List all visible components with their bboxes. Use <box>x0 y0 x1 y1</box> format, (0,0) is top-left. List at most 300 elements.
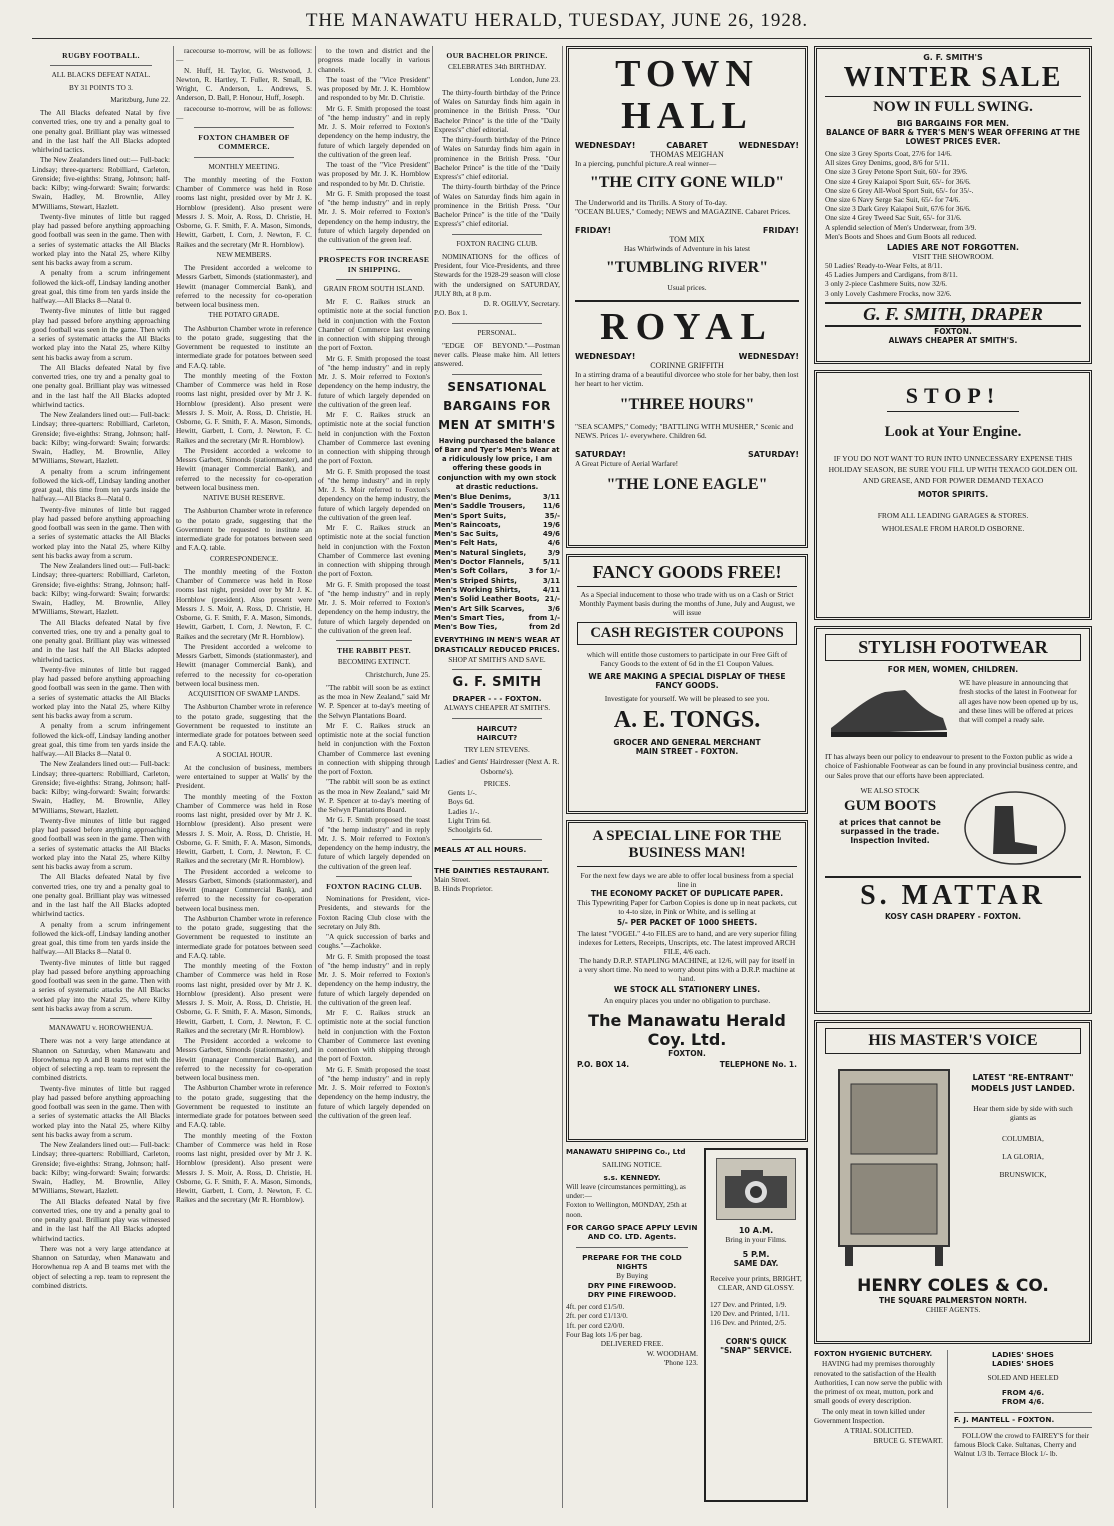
paragraph: There was not a very large attendance at Shannon on Saturday, when Manawatu and Horowhenua rep A and B teams met with the object of selecting a rep. team to represent the combined districts. <box>32 1036 170 1083</box>
film-desc: The Underworld and its Thrills. A Story of To-day. <box>575 198 728 207</box>
item-name: Men's Solid Leather Boots, <box>434 595 540 604</box>
article-subheading: CELEBRATES 34th BIRTHDAY. <box>447 63 546 72</box>
paragraph: Twenty-five minutes of little but ragged play had passed before anything approaching good football was seen in the game. Then with a series of systematic attacks the All Blacks worked play into the Natal 25, where Kilby sent his backs away from a scrum. <box>32 664 170 720</box>
ad-text: MOTOR SPIRITS. <box>917 490 989 499</box>
ad-text: WHOLESALE FROM HAROLD OSBORNE. <box>881 524 1025 533</box>
item-name: Men's Striped Shirts, <box>434 576 517 585</box>
paragraph: The All Blacks defeated Natal by five converted tries, one try and a penalty goal to one penalty goal. Brilliant play was witnessed and in the last half the All Blacks adopted whirlwind tactics. <box>32 108 170 154</box>
texaco-ad <box>814 370 1092 620</box>
paragraph: racecourse to-morrow, will be as follows:— <box>176 46 312 65</box>
item-price: from 2d <box>529 623 560 632</box>
item-price: 3 for 1/- <box>528 567 560 576</box>
cinema-ad <box>566 46 808 548</box>
paragraph: The thirty-fourth birthday of the Prince of Wales on Saturday finds him again in prominence in the British Press. "Our Bachelor Prince" is the title of the "Daily Express's" chief editorial. <box>434 182 560 229</box>
paragraph: to the town and district and the progress made locally in various channels. <box>318 46 430 74</box>
paragraph: A penalty from a scrum infringement followed the kick-off, Lindsay landing another great goal, this time from ten yards inside the halfway.—All Blacks 8—Natal 0. <box>32 466 170 504</box>
price-row <box>434 595 560 604</box>
price-item: 2ft. per cord £1/13/0. <box>566 1311 628 1321</box>
item-name: Men's Working Shirts, <box>434 585 521 594</box>
butchery-ad <box>814 1350 948 1508</box>
ad-text: A TRIAL SOLICITED. <box>843 1426 914 1436</box>
article-subheading: ALL BLACKS DEFEAT NATAL. <box>51 71 151 80</box>
sale-line: One size 6 Navy Serge Sac Suit, 65/- for 74/6. <box>825 195 961 205</box>
camera-icon <box>721 1166 791 1212</box>
ad-text: CHIEF AGENTS. <box>925 1305 981 1314</box>
price-list <box>566 1302 698 1339</box>
film-title: "THE CITY GONE WILD" <box>589 174 785 191</box>
paragraph: The President accorded a welcome to Messrs Garbett, Simonds (stationmaster), and Hewitt (manager Commercial Bank), and referred to the necessity for co-operation between local business men. <box>176 445 312 492</box>
dateline: London, June 23. <box>510 75 560 84</box>
day-label: WEDNESDAY! <box>738 352 799 361</box>
paragraph: The toast of the "Vice President" was proposed by Mr. J. K. Hornblow and responded to by Mr. D. Christie. <box>318 160 430 188</box>
ad-headline: STYLISH FOOTWEAR <box>825 634 1081 661</box>
ad-text: BALANCE OF BARR & TYER'S MEN'S WEAR OFFERING AT THE LOWEST PRICES EVER. <box>826 128 1080 146</box>
sale-line: One size 4 Grey Kaiapoi Sport Suit, 65/- for 36/6. <box>825 176 971 186</box>
paragraph: The President accorded a welcome to Messrs Garbett, Simonds (stationmaster), and Hewitt (manager Commercial Bank), and referred to the necessity for co-operation between local business men. <box>176 866 312 913</box>
ad-text: P.O. BOX 14. <box>577 1060 630 1069</box>
ad-text: Investigate for yourself. We will be pleased to see you. <box>604 694 770 703</box>
article-subheading: BY 31 POINTS TO 3. <box>69 83 133 92</box>
ad-text: HAVING had my premises thoroughly renovated to the satisfaction of the Health Authorities, I can now serve the public with the primest of ox meat, mutton, pork and small goods of every description. <box>814 1359 943 1406</box>
cinema-title: ROYAL <box>600 306 774 348</box>
ad-text: SAME DAY. <box>733 1259 779 1268</box>
dateline: Christchurch, June 25. <box>365 670 430 679</box>
item-price: 5/11 <box>542 558 560 567</box>
ad-text: The only meat in town killed under Government Inspection. <box>814 1406 925 1426</box>
actor-name: CORINNE GRIFFITH <box>650 361 724 370</box>
item-price: 4/6 <box>547 539 560 548</box>
ad-headline: HAIRCUT? <box>476 732 518 742</box>
paragraph: Twenty-five minutes of little but ragged play had passed before anything approaching good football was seen in the game. Then with a series of systematic attacks the All Blacks worked play into the Natal 25, where Kilby sent his backs away from a scrum. <box>32 815 170 871</box>
winter-sale-ad <box>814 46 1092 364</box>
notice-text: NOMINATIONS for the offices of President, four Vice-Presidents, and three Stewards for the 1928-29 season will close with the undersigned on SATURDAY, JULY 8th, at 8 p.m. <box>434 251 560 298</box>
ad-text: SAILING NOTICE. <box>602 1160 662 1170</box>
gramophone-icon <box>825 1060 965 1270</box>
paragraph: The monthly meeting of the Foxton Chamber of Commerce was held in Rose rooms last night, presided over by Mr J. K. Hornblow (president). Also present were Messrs J. S. Moir, A. Ross, D. Christie, H. Osborne, G. F. Smith, F. A. Mason, Simonds, Hewitt, Garbett, I. Corn, J. Newton, F. C. Raikes and the secretary (Mr R. Hornblow). <box>176 566 312 641</box>
column-rule <box>173 46 174 1508</box>
sale-line: 3 only 2-piece Cashmere Suits, now 32/6. <box>825 279 948 289</box>
column-rule <box>432 46 433 1508</box>
column-3 <box>318 46 430 1506</box>
price-row <box>434 530 560 539</box>
paragraph: Mr G. F. Smith proposed the toast of "the hemp industry" and in reply Mr. J. S. Moir referred to Foxton's dependency on the hemp industry, the future of which largely depended on the cultivation of the green leaf. <box>318 353 430 409</box>
actor-name: TOM MIX <box>669 235 705 244</box>
price-row <box>434 521 560 530</box>
ad-text: By Buying <box>616 1271 648 1281</box>
ad-text: The latest "VOGEL" 4-to FILES are to hand, and are very superior filing indexes for Letters, Receipts, Unscripts, etc. The latest improved ARCH FILE, 4/6 each. <box>577 929 797 956</box>
paragraph: The monthly meeting of the Foxton Chamber of Commerce was held in Rose rooms last night, presided over by Mr J. K. Hornblow (president). Also present were Messrs J. S. Moir, A. Ross, D. Christie, H. Osborne, G. F. Smith, F. A. Mason, Simonds, Hewitt, Garbett, I. Corn, J. Newton, F. C. Raikes and the secretary (Mr R. Hornblow). <box>176 791 312 866</box>
paragraph: Mr F. C. Raikes struck an optimistic note at the social function held in conjunction with the Foxton Chamber of Commerce last evening in connection with shipping through the port of Foxton. <box>318 410 430 466</box>
price-list <box>710 1300 802 1327</box>
ad-text: Bring in your Films. <box>725 1235 787 1244</box>
paragraph: Mr F. C. Raikes struck an optimistic note at the social function held in conjunction with the Foxton Chamber of Commerce last evening in connection with shipping through the port of Foxton. <box>318 523 430 579</box>
paragraph: Twenty-five minutes of little but ragged play had passed before anything approaching good football was seen in the game. Then with a series of systematic attacks the All Blacks worked play into the Natal 25, where Kilby sent his backs away from a scrum. <box>32 211 170 267</box>
paragraph: Mr F. C. Raikes struck an optimistic note at the social function held in conjunction with the Foxton Chamber of Commerce last evening in connection with shipping through the port of Foxton. <box>318 1008 430 1064</box>
price-row <box>434 623 560 632</box>
paragraph: There was not a very large attendance at Shannon on Saturday, when Manawatu and Horowhenua rep A and B teams met with the object of selecting a rep. team to represent the combined districts. <box>32 1243 170 1290</box>
ad-headline: GUM BOOTS <box>843 797 937 814</box>
ad-text: B. Hinds Proprietor. <box>434 884 493 894</box>
shipping-column <box>566 1148 698 1510</box>
paragraph: At the conclusion of business, members were entertained to supper at Walls' by the President. <box>176 762 312 791</box>
ad-text: Foxton to Wellington, MONDAY, 25th at noon. <box>566 1200 687 1219</box>
ad-text: FOR CARGO SPACE APPLY LEVIN AND CO. LTD. Agents. <box>566 1223 698 1242</box>
paragraph: The All Blacks defeated Natal by five converted tries, one try and a penalty goal to one penalty goal. Brilliant play was witnessed and in the last half the All Blacks adopted whirlwind tactics. <box>32 1196 170 1243</box>
price-item: Gents 1/-. <box>448 788 477 798</box>
price-row <box>434 512 560 521</box>
ad-text: Main Street. <box>434 874 471 884</box>
price-item: 120 Dev. and Printed, 1/11. <box>710 1309 790 1318</box>
ad-headline: THE DAINTIES RESTAURANT. <box>434 865 550 875</box>
paragraph: The thirty-fourth birthday of the Prince of Wales on Saturday finds him again in prominence in the British Press. "Our Bachelor Prince" is the title of the "Daily Express's" chief editorial. <box>434 87 560 134</box>
day-label: SATURDAY! <box>748 450 799 459</box>
day-label: WEDNESDAY! <box>575 141 636 150</box>
ad-headline: LADIES' SHOES <box>992 1359 1054 1369</box>
price-list <box>825 149 1081 241</box>
article-heading: PROSPECTS FOR INCREASE IN SHIPPING. <box>318 255 430 274</box>
paragraph: Twenty-five minutes of little but ragged play had passed before anything approaching good football was seen in the game. Then with a series of systematic attacks the All Blacks worked play into the Natal 25, where Kilby sent his backs away from a scrum. <box>32 504 170 560</box>
article-heading: THE RABBIT PEST. <box>337 646 411 655</box>
paragraph: The monthly meeting of the Foxton Chamber of Commerce was held in Rose rooms last night, presided over by Mr J. K. Hornblow (president). Also present were Messrs J. S. Moir, A. Ross, D. Christie, H. Osborne, G. F. Smith, F. A. Mason, Simonds, Hewitt, Garbett, I. Corn, J. Newton, F. C. Raikes and the secretary (Mr R. Hornblow). <box>176 1130 312 1205</box>
paragraph: The Ashburton Chamber wrote in reference to the potato grade, suggesting that the Government be requested to institute an intermediate grade for potatoes between seed and F.A.Q. table. <box>176 702 312 749</box>
ad-text: Hear them side by side with such giants as <box>973 1104 1073 1122</box>
notice-signature: D. R. OGILVY, Secretary. <box>483 299 560 308</box>
sale-line: 3 only Lovely Cashmere Frocks, now 32/6. <box>825 288 952 298</box>
paragraph: The monthly meeting of the Foxton Chamber of Commerce was held in Rose rooms last night, presided over by Mr J. K. Hornblow (president). Also present were Messrs J. S. Moir, A. Ross, D. Christie, H. Osborne, G. F. Smith, F. A. Mason, Simonds, Hewitt, Garbett, I. Corn, J. Newton, F. C. Raikes and the secretary (Mr R. Hornblow). <box>176 370 312 445</box>
day-label: WEDNESDAY! <box>738 141 799 150</box>
actor-name: THOMAS MEIGHAN <box>650 150 724 159</box>
paragraph: The monthly meeting of the Foxton Chamber of Commerce was held in Rose rooms last night, presided over by Mr J. K. Hornblow (president). Also present were Messrs J. S. Moir, A. Ross, D. Christie, H. Osborne, G. F. Smith, F. A. Mason, Simonds, Hewitt, Garbett, I. Corn, J. Newton, F. C. Raikes and the secretary (Mr R. Hornblow). <box>176 961 312 1035</box>
ad-text: WE have pleasure in announcing that fresh stocks of the latest in Footwear for all ages have now been opened up by us, and these lines will be offered at prices that will compel a ready sale. <box>959 678 1078 725</box>
column-rule <box>562 46 563 1508</box>
paragraph: The Ashburton Chamber wrote in reference to the potato grade, suggesting that the Government be requested to institute an intermediate grade for potatoes between seed and F.A.Q. table. <box>176 506 312 553</box>
item-price: 3/9 <box>547 548 560 557</box>
ad-text: As a Special inducement to those who trade with us on a Cash or Strict Monthly Payment basis during the months of June, July and August, we will issue <box>579 590 795 617</box>
dateline: Maritzburg, June 22. <box>110 95 170 104</box>
price-list <box>825 261 1081 298</box>
day-label: FRIDAY! <box>762 226 799 235</box>
paragraph: Twenty-five minutes of little but ragged play had passed before anything approaching good football was seen in the game. Then with a series of systematic attacks the All Blacks worked play into the Natal 25, where Kilby sent his backs away from a scrum. <box>32 1083 170 1139</box>
item-name: Men's Doctor Flannels, <box>434 558 525 567</box>
paragraph: Mr F. C. Raikes struck an optimistic note at the social function held in conjunction with the Foxton Chamber of Commerce last evening in connection with shipping through the port of Foxton. <box>318 297 430 353</box>
ad-text: BRUCE G. STEWART. <box>873 1435 943 1445</box>
price-row <box>434 502 560 511</box>
article-subheading: MANAWATU v. HOROWHENUA. <box>49 1024 153 1032</box>
paragraph: A penalty from a scrum infringement followed the kick-off, Lindsay landing another great goal, this time from ten yards inside the halfway.—All Blacks 8—Natal 0. <box>32 268 170 305</box>
ad-headline: HAIRCUT? <box>476 723 518 733</box>
ad-text: 10 A.M. <box>738 1226 774 1235</box>
photo-service-ad <box>704 1148 808 1502</box>
ad-text: FROM ALL LEADING GARAGES & STORES. <box>877 511 1029 520</box>
sale-line: One size 6 Grey All-Wool Sport Suit, 65/- for 35/-. <box>825 185 974 195</box>
article-heading: OUR BACHELOR PRINCE. <box>446 51 548 60</box>
price-item: Four Bag lots 1/6 per bag. <box>566 1330 643 1340</box>
boot-icon <box>955 786 1075 870</box>
ad-name: The Manawatu Herald Coy. Ltd. <box>588 1011 786 1049</box>
ad-text: LADIES ARE NOT FORGOTTEN. <box>887 243 1019 253</box>
ad-headline: LADIES' SHOES <box>992 1350 1054 1359</box>
ad-headline: MEALS AT ALL HOURS. <box>434 845 527 855</box>
paragraph: N. Huff, H. Taylor, G. Westwood, J. Newton, R. Hartley, T. Fuller, R. Small, B. Wright, C. Anderson, L. Andrews, S. Anderson, D. Ball, P. Honour, Huff, Joseph. <box>176 65 312 103</box>
ad-text: TELEPHONE No. 1. <box>719 1060 797 1069</box>
ad-headline: NOW IN FULL SWING. <box>873 99 1033 115</box>
paragraph: "A quick succession of barks and coughs."—Zachokke. <box>318 932 430 951</box>
ad-text: EVERYTHING IN MEN'S WEAR AT DRASTICALLY REDUCED PRICES. <box>434 636 560 654</box>
ad-text: THE ECONOMY PACKET OF DUPLICATE PAPER. <box>590 889 784 898</box>
shoe-icon <box>825 678 953 748</box>
paragraph: Mr G. F. Smith proposed the toast of "the hemp industry" and in reply Mr. J. S. Moir referred to Foxton's dependency on the hemp industry, the future of which largely depended on the cultivation of the green leaf. <box>318 188 430 244</box>
gramophone-icon <box>829 1064 959 1269</box>
ad-text: PRICES. <box>483 778 511 788</box>
sale-line: One size 3 Grey Sports Coat, 27/6 for 14/6. <box>825 149 952 158</box>
paragraph: The toast of the "Vice President" was proposed by Mr. J. K. Hornblow and responded to by Mr. D. Christie. <box>318 74 430 103</box>
sale-line: All sizes Grey Denims, good, 8/6 for 5/11. <box>825 158 950 168</box>
ad-headline: Look at Your Engine. <box>884 424 1022 440</box>
masthead: THE MANAWATU HERALD, TUESDAY, JUNE 26, 1928. <box>305 10 809 31</box>
price-item: 4ft. per cord £1/5/0. <box>566 1302 625 1312</box>
article-subheading: GRAIN FROM SOUTH ISLAND. <box>323 284 425 293</box>
item-name: Men's Smart Ties, <box>434 613 505 622</box>
ad-name: A. E. TONGS. <box>613 707 761 733</box>
price-item: Light Trim 6d. <box>448 815 491 825</box>
item-name: Men's Raincoats, <box>434 520 501 529</box>
paragraph: The President accorded a welcome to Messrs Garbett, Simonds (stationmaster), and Hewitt (manager Commercial Bank), and referred to the necessity for co-operation between local business men. <box>176 1036 312 1082</box>
ad-name: G. F. SMITH, DRAPER <box>825 302 1081 327</box>
item-name: Men's Natural Singlets, <box>434 548 527 557</box>
paragraph: The President accorded a welcome to Messrs Garbett, Simonds (stationmaster), and Hewitt (manager Commercial Bank), and referred to the necessity for co-operation between local business men. <box>176 263 312 309</box>
price-list <box>434 788 560 834</box>
paragraph: A penalty from a scrum infringement followed the kick-off, Lindsay landing another great goal, this time from ten yards inside the halfway.—All Blacks 8—Natal 0. <box>32 721 170 758</box>
ad-text: IF YOU DO NOT WANT TO RUN INTO UNNECESSARY EXPENSE THIS HOLIDAY SEASON, BE SURE YOU FILL UP WITH TEXACO GOLDEN OIL AND GREASE, AND FOR POWER DEMAND TEXACO <box>828 454 1078 485</box>
ad-text: SOLED AND HEELED <box>987 1372 1059 1382</box>
brand-item: COLUMBIA, <box>1002 1134 1044 1143</box>
item-price: 3/11 <box>542 576 560 585</box>
article-subheading: BECOMING EXTINCT. <box>337 658 411 667</box>
ad-text: Will leave (circumstances permitting), as under:— <box>566 1181 686 1201</box>
ad-text: 5 P.M. <box>742 1250 770 1259</box>
paragraph: Twenty-five minutes of little but ragged play had passed before anything approaching good football was seen in the game. Then with a series of systematic attacks the All Blacks worked play into the Natal 25, where Kilby sent his backs away from a scrum. <box>32 957 170 1013</box>
item-price: 11/6 <box>542 502 560 511</box>
ad-text: Ladies' and Gents' Hairdresser (Next A. R. Osborne's). <box>434 757 560 776</box>
ad-headline: CASH REGISTER COUPONS <box>577 622 797 645</box>
paragraph: racecourse to-morrow, will be as follows:— <box>176 103 312 122</box>
stationery-ad <box>566 820 808 1142</box>
item-price: 3/11 <box>542 493 560 501</box>
item-price: 35/- <box>544 511 560 520</box>
item-name: Men's Bow Ties, <box>434 623 498 632</box>
shoe-icon <box>825 678 953 748</box>
ad-text: BIG BARGAINS FOR MEN. <box>896 119 1010 128</box>
ad-text: KOSY CASH DRAPERY - FOXTON. <box>884 911 1022 921</box>
paragraph: Nominations for President, vice-Presidents, and stewards for the Foxton Racing Club close with the secretary on July 8th. <box>318 894 430 931</box>
ad-text: DRY PINE FIREWOOD. <box>587 1289 677 1299</box>
item-price: 21/- <box>544 595 560 604</box>
sale-line: One size 3 Dark Grey Kaiapoi Suit, 67/6 for 36/6. <box>825 204 971 214</box>
paragraph: The New Zealanders lined out:— Full-back: Lindsay; three-quarters: Robilliard, Carleton, Grenside; five-eighths: Strang, Johnson; half-back: Kilby; wing-forward: Swain; forwards: Swain, Hadley, M. Brownlie, Alley M'Williams, Stewart, Hazlett. <box>32 561 170 617</box>
ad-text: Having purchased the balance of Barr and Tyer's Men's Wear at a ridiculously low price, I am offering these goods in conjunction with my own stock at drastic reductions. <box>434 436 560 491</box>
ad-headline: STOP! <box>887 383 1019 412</box>
price-list <box>434 493 560 632</box>
masthead-rule <box>32 38 1092 39</box>
ad-text: WE ALSO STOCK <box>860 785 920 795</box>
paragraph: Mr G. F. Smith proposed the toast of "the hemp industry" and in reply Mr. J. S. Moir referred to Foxton's dependency on the hemp industry, the future of which largely depended on the cultivation of the green leaf. <box>318 579 430 635</box>
film-title: "THE LONE EAGLE" <box>606 476 768 493</box>
ad-text: 'Phone 123. <box>663 1357 698 1367</box>
column-4 <box>434 46 560 1506</box>
ad-text: IT has always been our policy to endeavour to present to the Foxton public as wide a choice of Fashionable Footwear as can be found in any provincial business centre, and our Sales prove that our efforts have been appreciated. <box>825 752 1078 780</box>
paragraph: Mr G. F. Smith proposed the toast of "the hemp industry" and in reply Mr. J. S. Moir referred to Foxton's dependency on the hemp industry, the future of which largely depended on the cultivation of the green leaf. <box>318 1064 430 1120</box>
brand-list <box>965 1130 1081 1184</box>
ad-headline: SENSATIONAL <box>447 379 547 394</box>
sale-line: One size 4 Grey Tweed Sac Suit, 65/- for 31/6. <box>825 213 962 223</box>
paragraph: The New Zealanders lined out:— Full-back: Lindsay; three-quarters: Robilliard, Carleton, Grenside; five-eighths: Strang, Johnson; half-back: Kilby; wing-forward: Swain; forwards: Swain, Hadley, M. Brownlie, Alley M'Williams, Stewart, Hazlett. <box>32 1140 170 1196</box>
article-subheading: THE POTATO GRADE. <box>208 311 280 320</box>
ad-text: WE STOCK ALL STATIONERY LINES. <box>613 985 761 994</box>
paragraph: The Ashburton Chamber wrote in reference to the potato grade, suggesting that the Government be requested to institute an intermediate grade for potatoes between seed and F.A.Q. table. <box>176 323 312 370</box>
paragraph: The President accorded a welcome to Messrs Garbett, Simonds (stationmaster), and Hewitt (manager Commercial Bank), and referred to the necessity for co-operation between local business men. <box>176 641 312 688</box>
price-row <box>434 567 560 576</box>
paragraph: "The rabbit will soon be as extinct as the moa in New Zealand," said Mr W. P. Spencer at to-day's meeting of the Selwyn Plantations Board. <box>318 682 430 720</box>
ad-text: Receive your prints, BRIGHT, CLEAR, AND GLOSSY. <box>710 1274 802 1292</box>
price-row <box>434 539 560 548</box>
paragraph: The New Zealanders lined out:— Full-back: Lindsay; three-quarters: Robilliard, Carleton, Grenside; five-eighths: Strang, Johnson; half-back: Kilby; wing-forward: Swain; forwards: Swain, Hadley, M. Brownlie, Alley M'Williams, Stewart, Hazlett. <box>32 410 170 466</box>
ad-headline: FOXTON HYGIENIC BUTCHERY. <box>814 1350 933 1358</box>
ad-text: G. F. SMITH'S <box>923 53 983 62</box>
film-desc: Usual prices. <box>667 283 707 292</box>
ad-name: HENRY COLES & CO. <box>857 1276 1049 1296</box>
ad-text: FOR MEN, WOMEN, CHILDREN. <box>887 665 1019 674</box>
film-desc: Has Whirlwinds of Adventure in his latest <box>623 244 751 253</box>
ad-headline: HIS MASTER'S VOICE <box>825 1028 1081 1054</box>
ad-text: DRY PINE FIREWOOD. <box>587 1280 677 1290</box>
film-desc: In a piercing, punchful picture.A real winner— <box>575 159 717 168</box>
ad-headline: MANAWATU SHIPPING Co., Ltd <box>566 1148 686 1156</box>
ad-text: at prices that cannot be surpassed in the trade. Inspection Invited. <box>839 817 941 845</box>
article-subheading: ACQUISITION OF SWAMP LANDS. <box>188 690 300 698</box>
item-price: from 1/- <box>528 613 560 622</box>
paragraph: Mr G. F. Smith proposed the toast of "the hemp industry" and in reply Mr. J. S. Moir referred to Foxton's dependency on the hemp industry, the future of which largely depended on the cultivation of the green leaf. <box>318 815 430 871</box>
ad-headline: A SPECIAL LINE FOR THE <box>592 828 782 844</box>
film-title: "THREE HOURS" <box>619 396 755 413</box>
article-subheading: MONTHLY MEETING. <box>208 162 280 171</box>
ad-text: This Typewriting Paper for Carbon Copies is done up in neat packets, cut to 4-to size, in Pink or White, and is selling at <box>577 898 797 916</box>
ad-text: ALWAYS CHEAPER AT SMITH'S. <box>888 335 1018 345</box>
item-name: Men's Soft Collars, <box>434 567 508 576</box>
paragraph: A penalty from a scrum infringement followed the kick-off, Lindsay landing another great goal, this time from ten yards inside the halfway.—All Blacks 8—Natal 0. <box>32 919 170 957</box>
paragraph: Mr G. F. Smith proposed the toast of "the hemp industry" and in reply Mr. J. S. Moir referred to Foxton's dependency on the hemp industry, the future of which largely depended on the cultivation of the green leaf. <box>318 103 430 159</box>
price-row <box>434 549 560 558</box>
column-rule <box>315 46 316 1508</box>
item-name: Men's Art Silk Scarves, <box>434 604 525 613</box>
footwear-ad <box>814 626 1092 1014</box>
sale-line: 50 Ladies' Ready-to-Wear Felts, at 8/11. <box>825 261 943 271</box>
item-name: Men's Felt Hats, <box>434 539 498 548</box>
film-desc: A Great Picture of Aerial Warfare! <box>575 459 679 468</box>
ad-text: MAIN STREET - FOXTON. <box>635 747 739 756</box>
ad-text: FOXTON. <box>934 326 972 336</box>
sale-line: A splendid selection of Men's Underwear, from 3/9. <box>825 222 977 232</box>
paragraph: The New Zealanders lined out:— Full-back: Lindsay; three-quarters: Robilliard, Carleton, Grenside; five-eighths: Strang, Johnson; half-back: Kilby; wing-forward: Swain; forwards: Swain, Hadley, M. Brownlie, Alley M'Williams, Stewart, Hazlett. <box>32 155 170 211</box>
item-price: 19/6 <box>542 520 560 529</box>
ad-headline: WINTER SALE <box>843 62 1063 93</box>
article-heading: RUGBY FOOTBALL. <box>62 51 140 60</box>
price-item: 127 Dev. and Printed, 1/9. <box>710 1300 787 1309</box>
film-desc: In a stirring drama of a beautiful divorcee who stole for her baby, then lost her heart to her victim. <box>575 370 799 388</box>
ad-text: s.s. KENNEDY. <box>603 1172 661 1182</box>
article-subheading: NEW MEMBERS. <box>216 250 272 259</box>
item-price: 3/6 <box>547 604 560 613</box>
paragraph: The New Zealanders lined out:— Full-back: Lindsay; three-quarters: Robilliard, Carleton, Grenside; five-eighths: Strang, Johnson; half-back: Kilby; wing-forward: Swain; forwards: Swain, Hadley, M. Brownlie, Alley M'Williams, Stewart, Hazlett. <box>32 759 170 815</box>
ad-headline: BUSINESS MAN! <box>628 845 746 861</box>
price-row <box>434 493 560 502</box>
gramophone-ad <box>814 1020 1092 1344</box>
notice-text: "EDGE OF BEYOND."—Postman never calls. Please make him. All letters answered. <box>434 340 560 369</box>
notice-heading: PERSONAL. <box>477 328 517 337</box>
brand-item: BRUNSWICK, <box>999 1170 1047 1179</box>
shoe-repair-ad <box>954 1350 1092 1508</box>
paragraph: "The rabbit will soon be as extinct as the moa in New Zealand," said Mr W. P. Spencer at to-day's meeting of the Selwyn Plantations Board. <box>318 777 430 814</box>
cabaret-label: CABARET <box>666 141 708 150</box>
price-item: Schoolgirls 6d. <box>448 825 493 835</box>
ad-text: DELIVERED FREE. <box>600 1339 664 1349</box>
day-label: FRIDAY! <box>575 226 612 235</box>
paragraph: The Ashburton Chamber wrote in reference to the potato grade, suggesting that the Government be requested to institute an intermediate grade for potatoes between seed and F.A.Q. table. <box>176 913 312 960</box>
ad-text: which will entitle those customers to participate in our Free Gift of Fancy Goods to the extent of 6d in the £1 Coupon Values. <box>586 650 788 668</box>
price-item: 116 Dev. and Printed, 2/5. <box>710 1318 787 1327</box>
ad-text: THE SQUARE PALMERSTON NORTH. <box>879 1296 1027 1305</box>
item-price: 4/11 <box>542 585 560 594</box>
paragraph: The All Blacks defeated Natal by five converted tries, one try and a penalty goal to one penalty goal. Brilliant play was witnessed and in the last half the All Blacks adopted whirlwind tactics. <box>32 872 170 919</box>
item-name: Men's Blue Denims, <box>434 493 512 501</box>
film-title: "TUMBLING RIVER" <box>605 259 769 276</box>
film-desc: "OCEAN BLUES," Comedy; NEWS and MAGAZINE. Cabaret Prices. <box>575 207 791 216</box>
paragraph: Twenty-five minutes of little but ragged play had passed before anything approaching good football was seen in the game. Then with a series of systematic attacks the All Blacks worked play into the Natal 25, where Kilby sent his backs away from a scrum. <box>32 306 170 362</box>
ad-name: F. J. MANTELL - FOXTON. <box>954 1412 1092 1427</box>
paragraph: The thirty-fourth birthday of the Prince of Wales on Saturday finds him again in prominence in the British Press. "Our Bachelor Prince" is the title of the "Daily Express's" chief editorial. <box>434 135 560 181</box>
notice-pobox: P.O. Box 1. <box>434 308 468 318</box>
ad-text: FOXTON. <box>668 1049 706 1058</box>
price-row <box>434 577 560 586</box>
price-row <box>434 614 560 623</box>
ad-text: 5/- PER PACKET OF 1000 SHEETS. <box>616 918 758 927</box>
price-row <box>434 558 560 567</box>
fancy-goods-ad <box>566 554 808 814</box>
ad-text: SHOP AT SMITH'S AND SAVE. <box>448 654 546 664</box>
sale-line: Men's Boots and Shoes and Gum Boots all reduced. <box>825 231 977 241</box>
paragraph: The All Blacks defeated Natal by five converted tries, one try and a penalty goal to one penalty goal. Brilliant play was witnessed and in the last half the All Blacks adopted whirlwind tactics. <box>32 617 170 664</box>
film-desc: "SEA SCAMPS," Comedy; "BATTLING WITH MUSHER," Scenic and NEWS. Prices 1/- everywhere. Children 6d. <box>575 422 794 440</box>
paragraph: Mr G. F. Smith proposed the toast of "the hemp industry" and in reply Mr. J. S. Moir referred to Foxton's dependency on the hemp industry, the future of which largely depended on the cultivation of the green leaf. <box>318 466 430 522</box>
price-row <box>434 605 560 614</box>
ad-text: TRY LEN STEVENS. <box>464 745 530 755</box>
ad-text: The handy D.R.P. STAPLING MACHINE, at 12/6, will pay for itself in a very short time. No need to worry about pins with a D.R.P. machine at hand. <box>578 956 796 983</box>
ad-headline: MEN AT SMITH'S <box>438 417 556 432</box>
ad-text: GROCER AND GENERAL MERCHANT <box>613 738 761 747</box>
price-item: Ladies 1/-. <box>448 806 480 816</box>
ad-text: FROM 4/6. <box>1001 1387 1045 1397</box>
ad-text: FOLLOW the crowd to FAIREY'S for their famous Block Cake. Sultanas, Cherry and Walnut 1/3 lb. Terrace Block 1/- lb. <box>954 1430 1090 1459</box>
item-name: Men's Saddle Trousers, <box>434 502 526 511</box>
ad-text: W. WOODHAM. <box>646 1348 698 1358</box>
price-item: 1ft. per cord £2/0/0. <box>566 1320 625 1330</box>
item-name: Men's Sport Suits, <box>434 511 507 520</box>
boot-icon <box>955 786 1081 870</box>
article-subheading: CORRESPONDENCE. <box>209 554 279 563</box>
article-heading: FOXTON RACING CLUB. <box>326 881 422 891</box>
camera-icon <box>716 1158 796 1220</box>
ad-name: CORN'S QUICK "SNAP" SERVICE. <box>720 1337 792 1355</box>
item-name: Men's Sac Suits, <box>434 530 499 539</box>
